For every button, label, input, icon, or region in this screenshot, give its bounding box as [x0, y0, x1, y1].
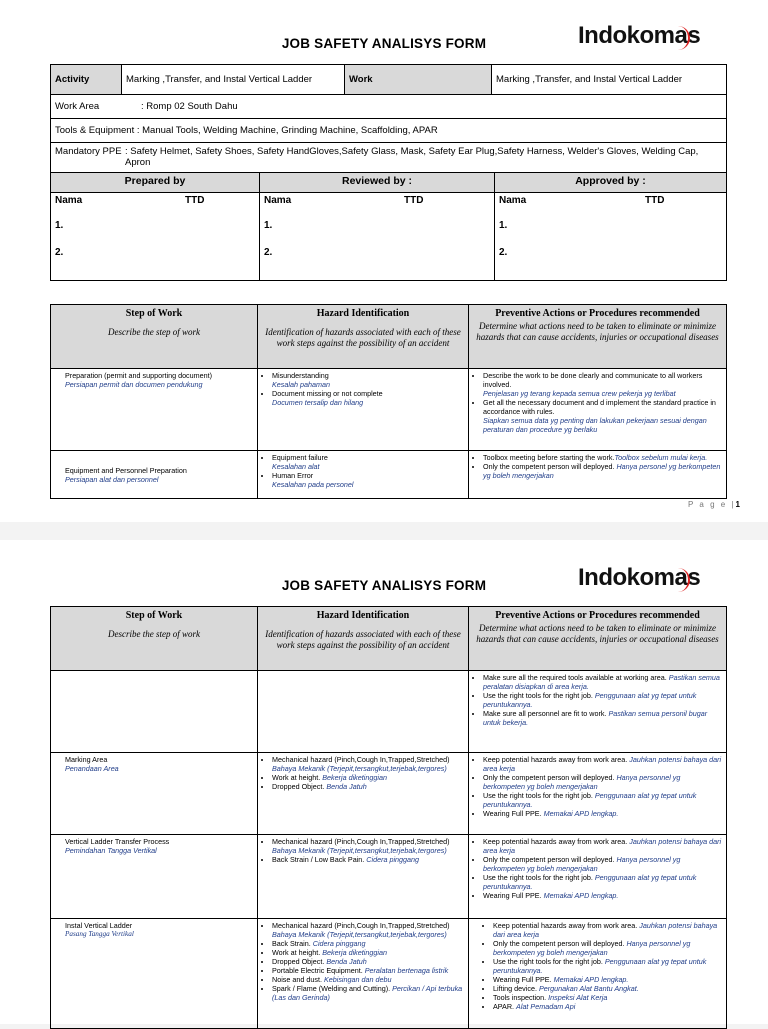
- tools-value: Manual Tools, Welding Machine, Grinding Machine, Scaffolding, APAR: [142, 125, 438, 136]
- step-subtitle: Describe the step of work: [108, 326, 200, 337]
- list-item: • Lifting device. Pergunakan Alat Bantu Angkat.: [493, 984, 722, 993]
- step-cell: [51, 451, 258, 499]
- signer-2: 2.: [55, 247, 64, 258]
- signer-2: 2.: [264, 247, 273, 258]
- signature-table: [50, 172, 727, 281]
- activity-value: Marking ,Transfer, and Instal Vertical Ladder: [122, 65, 345, 95]
- hazard-list: [262, 755, 464, 791]
- hazard-title: Hazard Identification: [316, 308, 410, 319]
- step-cell: [51, 671, 258, 753]
- table-row: [51, 753, 727, 835]
- list-item: • Misunderstanding Kesalah pahaman: [272, 371, 464, 389]
- page-number: [688, 500, 742, 509]
- preventive-subtitle: Determine what actions need to be taken to eliminate or minimize hazards that can cause accidents, injuries or occupational diseases: [476, 622, 719, 644]
- list-item: • Human Error Kesalahan pada personel: [272, 471, 464, 489]
- logo-text: Indokomas: [578, 564, 701, 591]
- hazard-subtitle: Identification of hazards associated with each of these work steps against the possibility of an accident: [265, 326, 461, 348]
- list-item: • Mechanical hazard (Pinch,Cough In,Trapped,Stretched) Bahaya Mekanik (Terjepit,tersangkut,terjebak,tergores): [272, 921, 464, 939]
- ttd-label: TTD: [404, 195, 424, 206]
- list-item: • Use the right tools for the right job. Penggunaan alat yg tepat untuk peruntukannya.: [483, 791, 722, 809]
- list-item: • Make sure all the required tools available at working area. Pastikan semua peralatan disiapkan di area kerja.: [483, 673, 722, 691]
- action-cell: [469, 671, 727, 753]
- table-row: [51, 919, 727, 1029]
- page-label: P a g e |: [688, 500, 736, 509]
- list-item: • Dropped Object. Benda Jatuh: [272, 957, 464, 966]
- list-item: • Only the competent person will deployed. Hanya personel yg berkompeten yg boleh mengerjakan: [483, 462, 722, 480]
- step-of-work-header: [51, 305, 258, 369]
- ttd-label: TTD: [645, 195, 665, 206]
- list-item: • Keep potential hazards away from work area. Jauhkan potensi bahaya dari area kerja: [483, 755, 722, 773]
- ppe-row: [51, 143, 727, 173]
- list-item: • Use the right tools for the right job. Penggunaan alat yg tepat untuk peruntukannya.: [483, 691, 722, 709]
- action-list: [473, 921, 722, 1011]
- step-of-work-header: [51, 607, 258, 671]
- list-item: • Equipment failure Kesalahan alat: [272, 453, 464, 471]
- signer-2: 2.: [499, 247, 508, 258]
- hazard-cell: [258, 369, 469, 451]
- action-cell: [469, 451, 727, 499]
- work-area-value: : Romp 02 South Dahu: [141, 101, 238, 112]
- action-list: [473, 755, 722, 818]
- signer-1: 1.: [499, 220, 508, 231]
- hazard-cell: [258, 919, 469, 1029]
- nama-label: Nama: [55, 195, 83, 206]
- list-item: • Back Strain. Cidera pinggang: [272, 939, 464, 948]
- list-item: • Get all the necessary document and d implement the standard practice in accordance with rules. Siapkan semua data yg penting dan lakukan pekerjaan sesuai dengan peraturan dan procedure yg berlaku: [483, 398, 722, 434]
- step-translation: Persiapan permit dan documen pendukung: [65, 380, 203, 389]
- hazard-list: [262, 921, 464, 1002]
- hazard-cell: [258, 753, 469, 835]
- step-translation: Penandaan Area: [65, 764, 119, 773]
- reviewed-by-header: Reviewed by :: [260, 173, 495, 193]
- signer-1: 1.: [55, 220, 64, 231]
- list-item: • Use the right tools for the right job. Penggunaan alat yg tepat untuk peruntukannya.: [483, 873, 722, 891]
- step-translation: Pemindahan Tangga Vertikal: [65, 846, 157, 855]
- step-subtitle: Describe the step of work: [108, 628, 200, 639]
- list-item: • Mechanical hazard (Pinch,Cough In,Trapped,Stretched) Bahaya Mekanik (Terjepit,tersangkut,terjebak,tergores): [272, 755, 464, 773]
- list-item: • Only the competent person will deployed. Hanya personnel yg berkompeten yg boleh mengerjakan: [493, 939, 722, 957]
- jsa-header-row: [51, 305, 727, 369]
- step-text: Instal Vertical Ladder: [65, 921, 133, 930]
- form-title: JOB SAFETY ANALISYS FORM: [281, 578, 487, 593]
- document-page-2: [0, 540, 768, 1024]
- step-title: Step of Work: [125, 308, 183, 319]
- hazard-cell: [258, 671, 469, 753]
- step-text: Preparation (permit and supporting document): [65, 371, 213, 380]
- hazard-list: [262, 371, 464, 407]
- table-row: [51, 835, 727, 919]
- list-item: • APAR. Alat Pemadam Api: [493, 1002, 722, 1011]
- table-row: [51, 671, 727, 753]
- action-list: [473, 673, 722, 727]
- jsa-header-row: [51, 607, 727, 671]
- work-label: Work: [345, 65, 492, 95]
- approved-by-cell: [495, 193, 727, 281]
- action-cell: [469, 369, 727, 451]
- list-item: • Toolbox meeting before starting the work.Toolbox sebelum mulai kerja.: [483, 453, 722, 462]
- hazard-list: [262, 837, 464, 864]
- hazard-cell: [258, 835, 469, 919]
- work-area-label: Work Area: [55, 101, 100, 112]
- action-list: [473, 837, 722, 900]
- logo-text: Indokomas: [578, 22, 701, 49]
- step-cell: [51, 753, 258, 835]
- list-item: • Only the competent person will deployed. Hanya personnel yg berkompeten yg boleh mengerjakan: [483, 855, 722, 873]
- preventive-header: [469, 607, 727, 671]
- job-info-table: [50, 64, 727, 173]
- list-item: • Noise and dust. Kebisingan dan debu: [272, 975, 464, 984]
- list-item: • Work at height. Bekerja diketinggian: [272, 773, 464, 782]
- list-item: • Mechanical hazard (Pinch,Cough In,Trapped,Stretched) Bahaya Mekanik (Terjepit,tersangkut,terjebak,tergores): [272, 837, 464, 855]
- table-row: [51, 369, 727, 451]
- list-item: • Use the right tools for the right job. Penggunaan alat yg tepat untuk peruntukannya.: [493, 957, 722, 975]
- step-cell: [51, 369, 258, 451]
- hazard-header: [258, 607, 469, 671]
- action-list: [473, 453, 722, 480]
- page-num: 1: [735, 500, 742, 509]
- step-title: Step of Work: [125, 610, 183, 621]
- action-cell: [469, 919, 727, 1029]
- preventive-header: [469, 305, 727, 369]
- list-item: • Dropped Object. Benda Jatuh: [272, 782, 464, 791]
- reviewed-by-cell: [260, 193, 495, 281]
- hazard-header: [258, 305, 469, 369]
- jsa-table-page-1: [50, 304, 727, 499]
- list-item: • Work at height. Bekerja diketinggian: [272, 948, 464, 957]
- list-item: • Spark / Flame (Welding and Cutting). Percikan / Api terbuka (Las dan Gerinda): [272, 984, 464, 1002]
- step-cell: [51, 919, 258, 1029]
- tools-label: Tools & Equipment :: [55, 125, 140, 136]
- hazard-cell: [258, 451, 469, 499]
- hazard-list: [262, 453, 464, 489]
- list-item: • Keep potential hazards away from work area. Jauhkan potensi bahaya dari area kerja: [483, 837, 722, 855]
- list-item: • Keep potential hazards away from work area. Jauhkan potensi bahaya dari area kerja: [493, 921, 722, 939]
- ppe-label: Mandatory PPE: [55, 146, 122, 157]
- prepared-by-cell: [51, 193, 260, 281]
- list-item: • Back Strain / Low Back Pain. Cidera pinggang: [272, 855, 464, 864]
- activity-label: Activity: [51, 65, 122, 95]
- hazard-title: Hazard Identification: [316, 610, 410, 621]
- preventive-subtitle: Determine what actions need to be taken to eliminate or minimize hazards that can cause accidents, injuries or occupational diseases: [476, 320, 719, 342]
- preventive-title: Preventive Actions or Procedures recommended: [495, 610, 700, 621]
- list-item: • Wearing Full PPE. Memakai APD lengkap.: [493, 975, 722, 984]
- nama-label: Nama: [499, 195, 527, 206]
- action-cell: [469, 753, 727, 835]
- list-item: • Portable Electric Equipment. Peralatan bertenaga listrik: [272, 966, 464, 975]
- jsa-table-page-2: [50, 606, 727, 1029]
- form-title: JOB SAFETY ANALISYS FORM: [281, 36, 487, 51]
- list-item: • Make sure all personnel are fit to work. Pastikan semua personil bugar untuk bekerja.: [483, 709, 722, 727]
- step-cell: [51, 835, 258, 919]
- list-item: • Document missing or not complete Documen tersalip dan hilang: [272, 389, 464, 407]
- ttd-label: TTD: [185, 195, 205, 206]
- action-cell: [469, 835, 727, 919]
- step-text: Equipment and Personnel Preparation: [65, 465, 187, 475]
- table-row: [51, 451, 727, 499]
- signer-1: 1.: [264, 220, 273, 231]
- work-area-row: [51, 95, 727, 119]
- prepared-by-header: Prepared by: [51, 173, 260, 193]
- nama-label: Nama: [264, 195, 292, 206]
- ppe-value: : Safety Helmet, Safety Shoes, Safety HandGloves,Safety Glass, Mask, Safety Ear Plug,Safety Harness, Welder's Gloves, Welding Cap, Apron: [125, 146, 699, 168]
- list-item: • Wearing Full PPE. Memakai APD lengkap.: [483, 809, 722, 818]
- step-text: Vertical Ladder Transfer Process: [65, 837, 170, 846]
- list-item: • Tools inspection. Inspeksi Alat Kerja: [493, 993, 722, 1002]
- list-item: • Only the competent person will deployed. Hanya personnel yg berkompeten yg boleh mengerjakan: [483, 773, 722, 791]
- work-value: Marking ,Transfer, and Instal Vertical Ladder: [492, 65, 727, 95]
- approved-by-header: Approved by :: [495, 173, 727, 193]
- action-list: [473, 371, 722, 434]
- step-text: Marking Area: [65, 755, 108, 764]
- list-item: • Describe the work to be done clearly and communicate to all workers involved. Penjelasan yg terang kepada semua crew pekerja yg terlibat: [483, 371, 722, 398]
- preventive-title: Preventive Actions or Procedures recommended: [495, 308, 700, 319]
- hazard-subtitle: Identification of hazards associated with each of these work steps against the possibility of an accident: [265, 628, 461, 650]
- step-translation: Pasang Tangga Vertikal: [65, 930, 134, 938]
- step-translation: Persiapan alat dan personnel: [65, 474, 159, 484]
- tools-row: [51, 119, 727, 143]
- list-item: • Wearing Full PPE. Memakai APD lengkap.: [483, 891, 722, 900]
